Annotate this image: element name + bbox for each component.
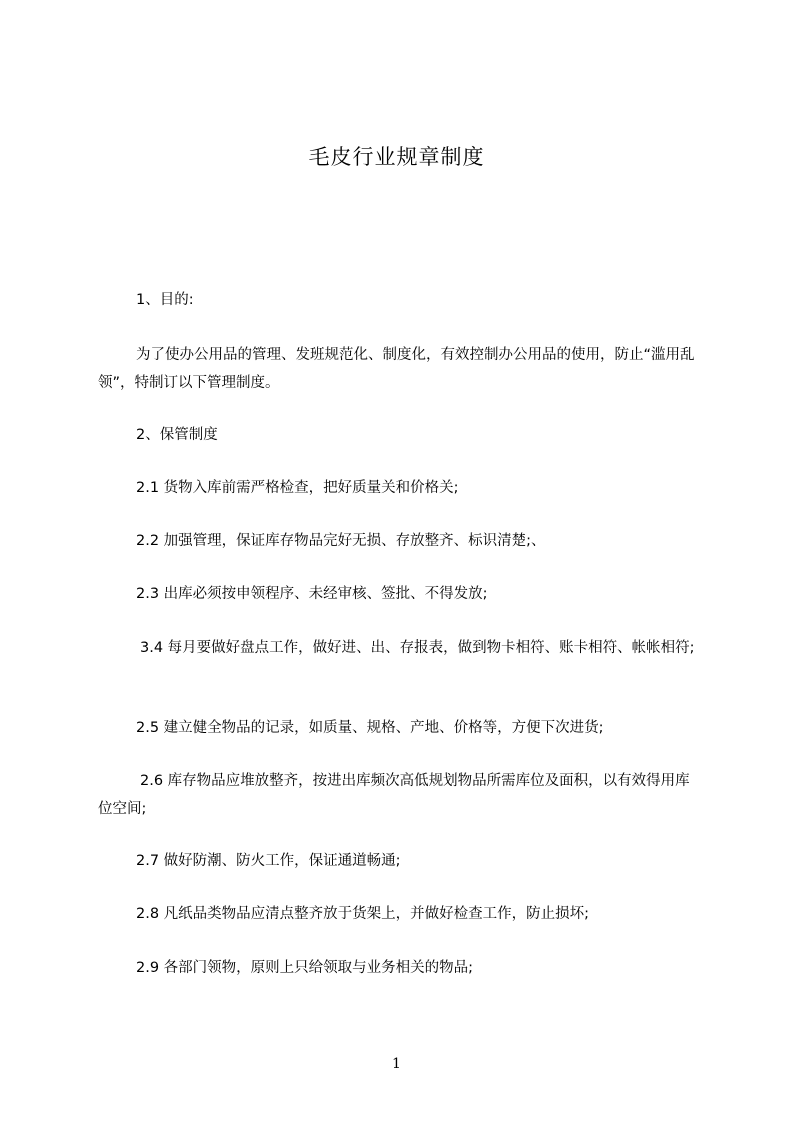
paragraph-2-9: 2.9 各部门领物，原则上只给领取与业务相关的物品; <box>136 960 474 976</box>
paragraph-2-7: 2.7 做好防潮、防火工作，保证通道畅通; <box>136 853 401 869</box>
paragraph-2-8: 2.8 凡纸品类物品应清点整齐放于货架上，并做好检查工作，防止损坏; <box>136 906 590 922</box>
paragraph-2-3: 2.3 出库必须按申领程序、未经审核、签批、不得发放; <box>136 586 488 602</box>
paragraph-purpose-body: 为了使办公用品的管理、发班规范化、制度化，有效控制办公用品的使用，防止“滥用乱领”，特制订以下管理制度。 <box>98 347 695 391</box>
paragraph-purpose-heading: 1、目的: <box>136 292 194 308</box>
paragraph-3-4: 3.4 每月要做好盘点工作，做好进、出、存报表，做到物卡相符、账卡相符、帐帐相符; <box>140 640 695 656</box>
page-number: 1 <box>392 1056 401 1072</box>
paragraph-2-5: 2.5 建立健全物品的记录，如质量、规格、产地、价格等，方便下次进货; <box>136 720 604 736</box>
paragraph-2-2: 2.2 加强管理，保证库存物品完好无损、存放整齐、标识清楚;、 <box>136 533 546 549</box>
paragraph-storage-heading: 2、保管制度 <box>136 427 218 443</box>
paragraph-2-1: 2.1 货物入库前需严格检查，把好质量关和价格关; <box>136 480 459 496</box>
paragraph-2-6: 2.6 库存物品应堆放整齐，按进出库频次高低规划物品所需库位及面积，以有效得用库位空间; <box>98 773 690 817</box>
document-title: 毛皮行业规章制度 <box>308 145 485 169</box>
